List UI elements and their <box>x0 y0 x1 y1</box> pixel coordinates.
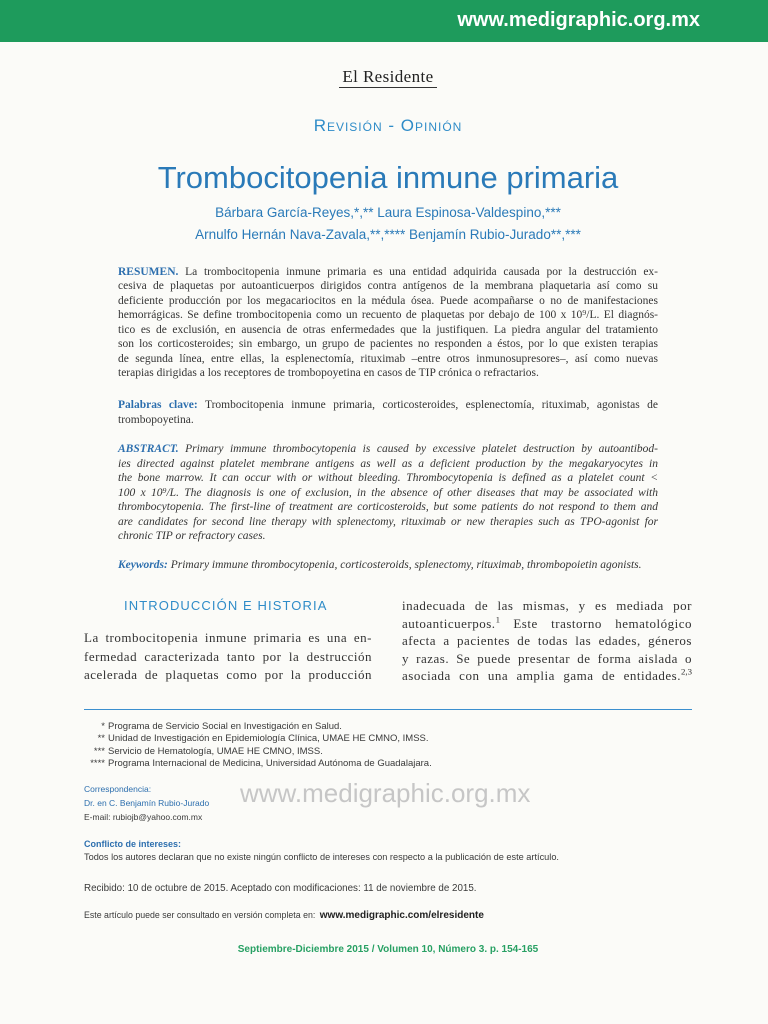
author-line: Arnulfo Hernán Nava-Zavala,**,**** Benjamín Rubio-Jurado**,*** <box>195 227 581 242</box>
palabras-clave-text: Trombocitopenia inmune primaria, corticosteroides, esplenectomía, rituximab, agonistas de <box>204 399 658 411</box>
abstract-line: 100 x 10⁹/L. The diagnosis is one of exclusion, in the absence of other diseases that may be associated with <box>118 486 658 499</box>
body-text: asociada con una amplia gama de entidades. <box>402 668 681 684</box>
resumen-line: son los corticosteroides; sin embargo, un grupo de pacientes no responden a éstos, por lo que existen terapias <box>118 338 658 351</box>
keywords-block <box>118 558 658 573</box>
conflict-of-interest <box>84 838 559 864</box>
resumen-label: RESUMEN. <box>118 266 179 278</box>
body-line: fermedad caracterizada tanto por la destrucción <box>84 648 372 664</box>
article-title: Trombocitopenia inmune primaria <box>157 160 619 195</box>
issue-citation: Septiembre-Diciembre 2015 / Volumen 10, Número 3. p. 154-165 <box>237 944 539 955</box>
author-line: Bárbara García-Reyes,*,** Laura Espinosa-Valdespino,*** <box>215 205 561 220</box>
affiliation-footnotes <box>84 721 432 770</box>
footnote <box>84 758 432 770</box>
footnote-mark: ** <box>97 733 105 745</box>
footnote-mark: **** <box>90 757 105 769</box>
journal-name-text: El Residente <box>339 67 436 88</box>
abstract-line <box>118 442 658 457</box>
resumen-line: terapias dirigidas a los receptores de trombopoyetina en casos de TIP crónica o refractarios. <box>118 367 539 380</box>
footnote-text: Programa Internacional de Medicina, Universidad Autónoma de Guadalajara. <box>108 757 432 769</box>
abstract-line: ies directed against platelet membrane antigens as well as a deficient production by the megakaryocytes in <box>118 457 658 470</box>
resumen-line: tico es de exclusión, en ausencia de otras enfermedades que la justifiquen. La piedra angular del tratamiento <box>118 323 658 336</box>
correspondence-name: Dr. en C. Benjamín Rubio-Jurado <box>84 798 210 808</box>
abstract-block <box>118 442 658 544</box>
body-text: Este trastorno hematológico <box>499 615 692 631</box>
citation-ref: 2,3 <box>680 667 692 678</box>
footnote <box>84 721 432 733</box>
resumen-line: hemorrágicas. Se define trombocitopenia como un recuento de plaquetas por debajo de 100 x 10⁹/L. El diagnós- <box>118 309 658 322</box>
footnote-text: Programa de Servicio Social en Investigación en Salud. <box>108 721 342 732</box>
abstract-text: Primary immune thrombocytopenia is caused by excessive platelet destruction by autoantibod- <box>185 443 658 455</box>
email-link[interactable]: rubiojb@yahoo.com.mx <box>112 812 203 822</box>
resumen-block <box>118 265 658 381</box>
conflict-text: Todos los autores declaran que no existe ningún conflicto de intereses con respecto a la publicación de este artículo. <box>84 852 559 862</box>
resumen-line <box>118 265 658 279</box>
footnote-mark: * <box>101 721 105 732</box>
palabras-clave-label: Palabras clave: <box>118 399 198 411</box>
body-line: afecta a pacientes de todas las edades, géneros <box>402 633 692 649</box>
submission-dates: Recibido: 10 de octubre de 2015. Aceptado con modificaciones: 11 de noviembre de 2015. <box>84 883 477 894</box>
footnote-mark: *** <box>93 745 105 757</box>
body-column-right <box>402 597 692 685</box>
resumen-line: de segunda línea, entre ellas, la esplenectomía, rituximab –entre otros inmunosupresores–, así como nuevas <box>118 352 658 365</box>
abstract-line: chronic TIP or refractory cases. <box>118 530 266 542</box>
footnote <box>84 733 432 745</box>
footnote <box>84 746 432 758</box>
abstract-line: the bone marrow. It can occur with or without bleeding. Thrombocytopenia is defined as a platelet count < <box>118 472 658 484</box>
body-line: inadecuada de las mismas, y es mediada por <box>402 598 692 613</box>
body-line <box>402 615 692 633</box>
body-line: y razas. Se puede presentar de forma aislada o <box>402 650 692 666</box>
email-label: E-mail: <box>84 812 111 822</box>
site-url-link[interactable]: www.medigraphic.org.mx <box>457 9 700 31</box>
keywords-label: Keywords: <box>118 559 168 571</box>
author-list <box>84 202 692 246</box>
palabras-clave-line <box>118 398 658 413</box>
conflict-label: Conflicto de intereses: <box>84 839 182 849</box>
correspondence-email-line <box>84 810 209 824</box>
watermark: www.medigraphic.org.mx <box>240 778 531 808</box>
keywords-line <box>118 558 658 573</box>
body-column-left <box>84 629 372 685</box>
keywords-text: Primary immune thrombocytopenia, corticosteroids, splenectomy, rituximab, thrombopoietin agonists. <box>170 559 642 571</box>
resumen-line: cesiva de plaquetas por autoanticuerpos dirigidos contra antígenos de la membrana plaquetaria así como su <box>118 280 658 293</box>
availability-note <box>84 907 484 923</box>
body-line: La trombocitopenia inmune primaria es una en- <box>84 630 372 645</box>
footnote-text: Servicio de Hematología, UMAE HE CMNO, IMSS. <box>108 745 323 757</box>
availability-url-link[interactable]: www.medigraphic.com/elresidente <box>319 910 484 921</box>
footnote-divider <box>84 709 692 710</box>
resumen-line: deficiente producción por los megacariocitos en la médula ósea. Puede acompañarse o no de manifestaciones <box>118 294 658 307</box>
palabras-clave-block <box>118 398 658 427</box>
availability-text: Este artículo puede ser consultado en versión completa en: <box>84 910 316 920</box>
section-heading: INTRODUCCIÓN E HISTORIA <box>124 598 328 613</box>
correspondence-label: Correspondencia: <box>84 784 152 794</box>
correspondence-block <box>84 782 209 824</box>
abstract-line: are candidates for second line therapy with splenectomy, rituximab or new therapies such as TPO-agonist for <box>118 515 658 528</box>
article-section-type: Revisión - Opinión <box>313 116 463 135</box>
abstract-line: thrombocytopenia. The first-line of treatment are corticosteroids, but some patients do not respond to them and <box>118 501 658 513</box>
footnote-text: Unidad de Investigación en Epidemiología Clínica, UMAE HE CMNO, IMSS. <box>108 733 429 745</box>
journal-name <box>84 67 692 88</box>
body-text: autoanticuerpos. <box>402 615 496 631</box>
resumen-text: La trombocitopenia inmune primaria es una entidad adquirida causada por la destrucción ex- <box>185 266 658 278</box>
body-line: acelerada de plaquetas como por la producción <box>84 667 372 682</box>
citation-ref: 1 <box>495 614 500 625</box>
palabras-clave-line: trombopoyetina. <box>118 413 194 426</box>
body-line <box>402 667 692 685</box>
abstract-label: ABSTRACT. <box>118 443 179 455</box>
site-header-bar <box>0 0 768 42</box>
